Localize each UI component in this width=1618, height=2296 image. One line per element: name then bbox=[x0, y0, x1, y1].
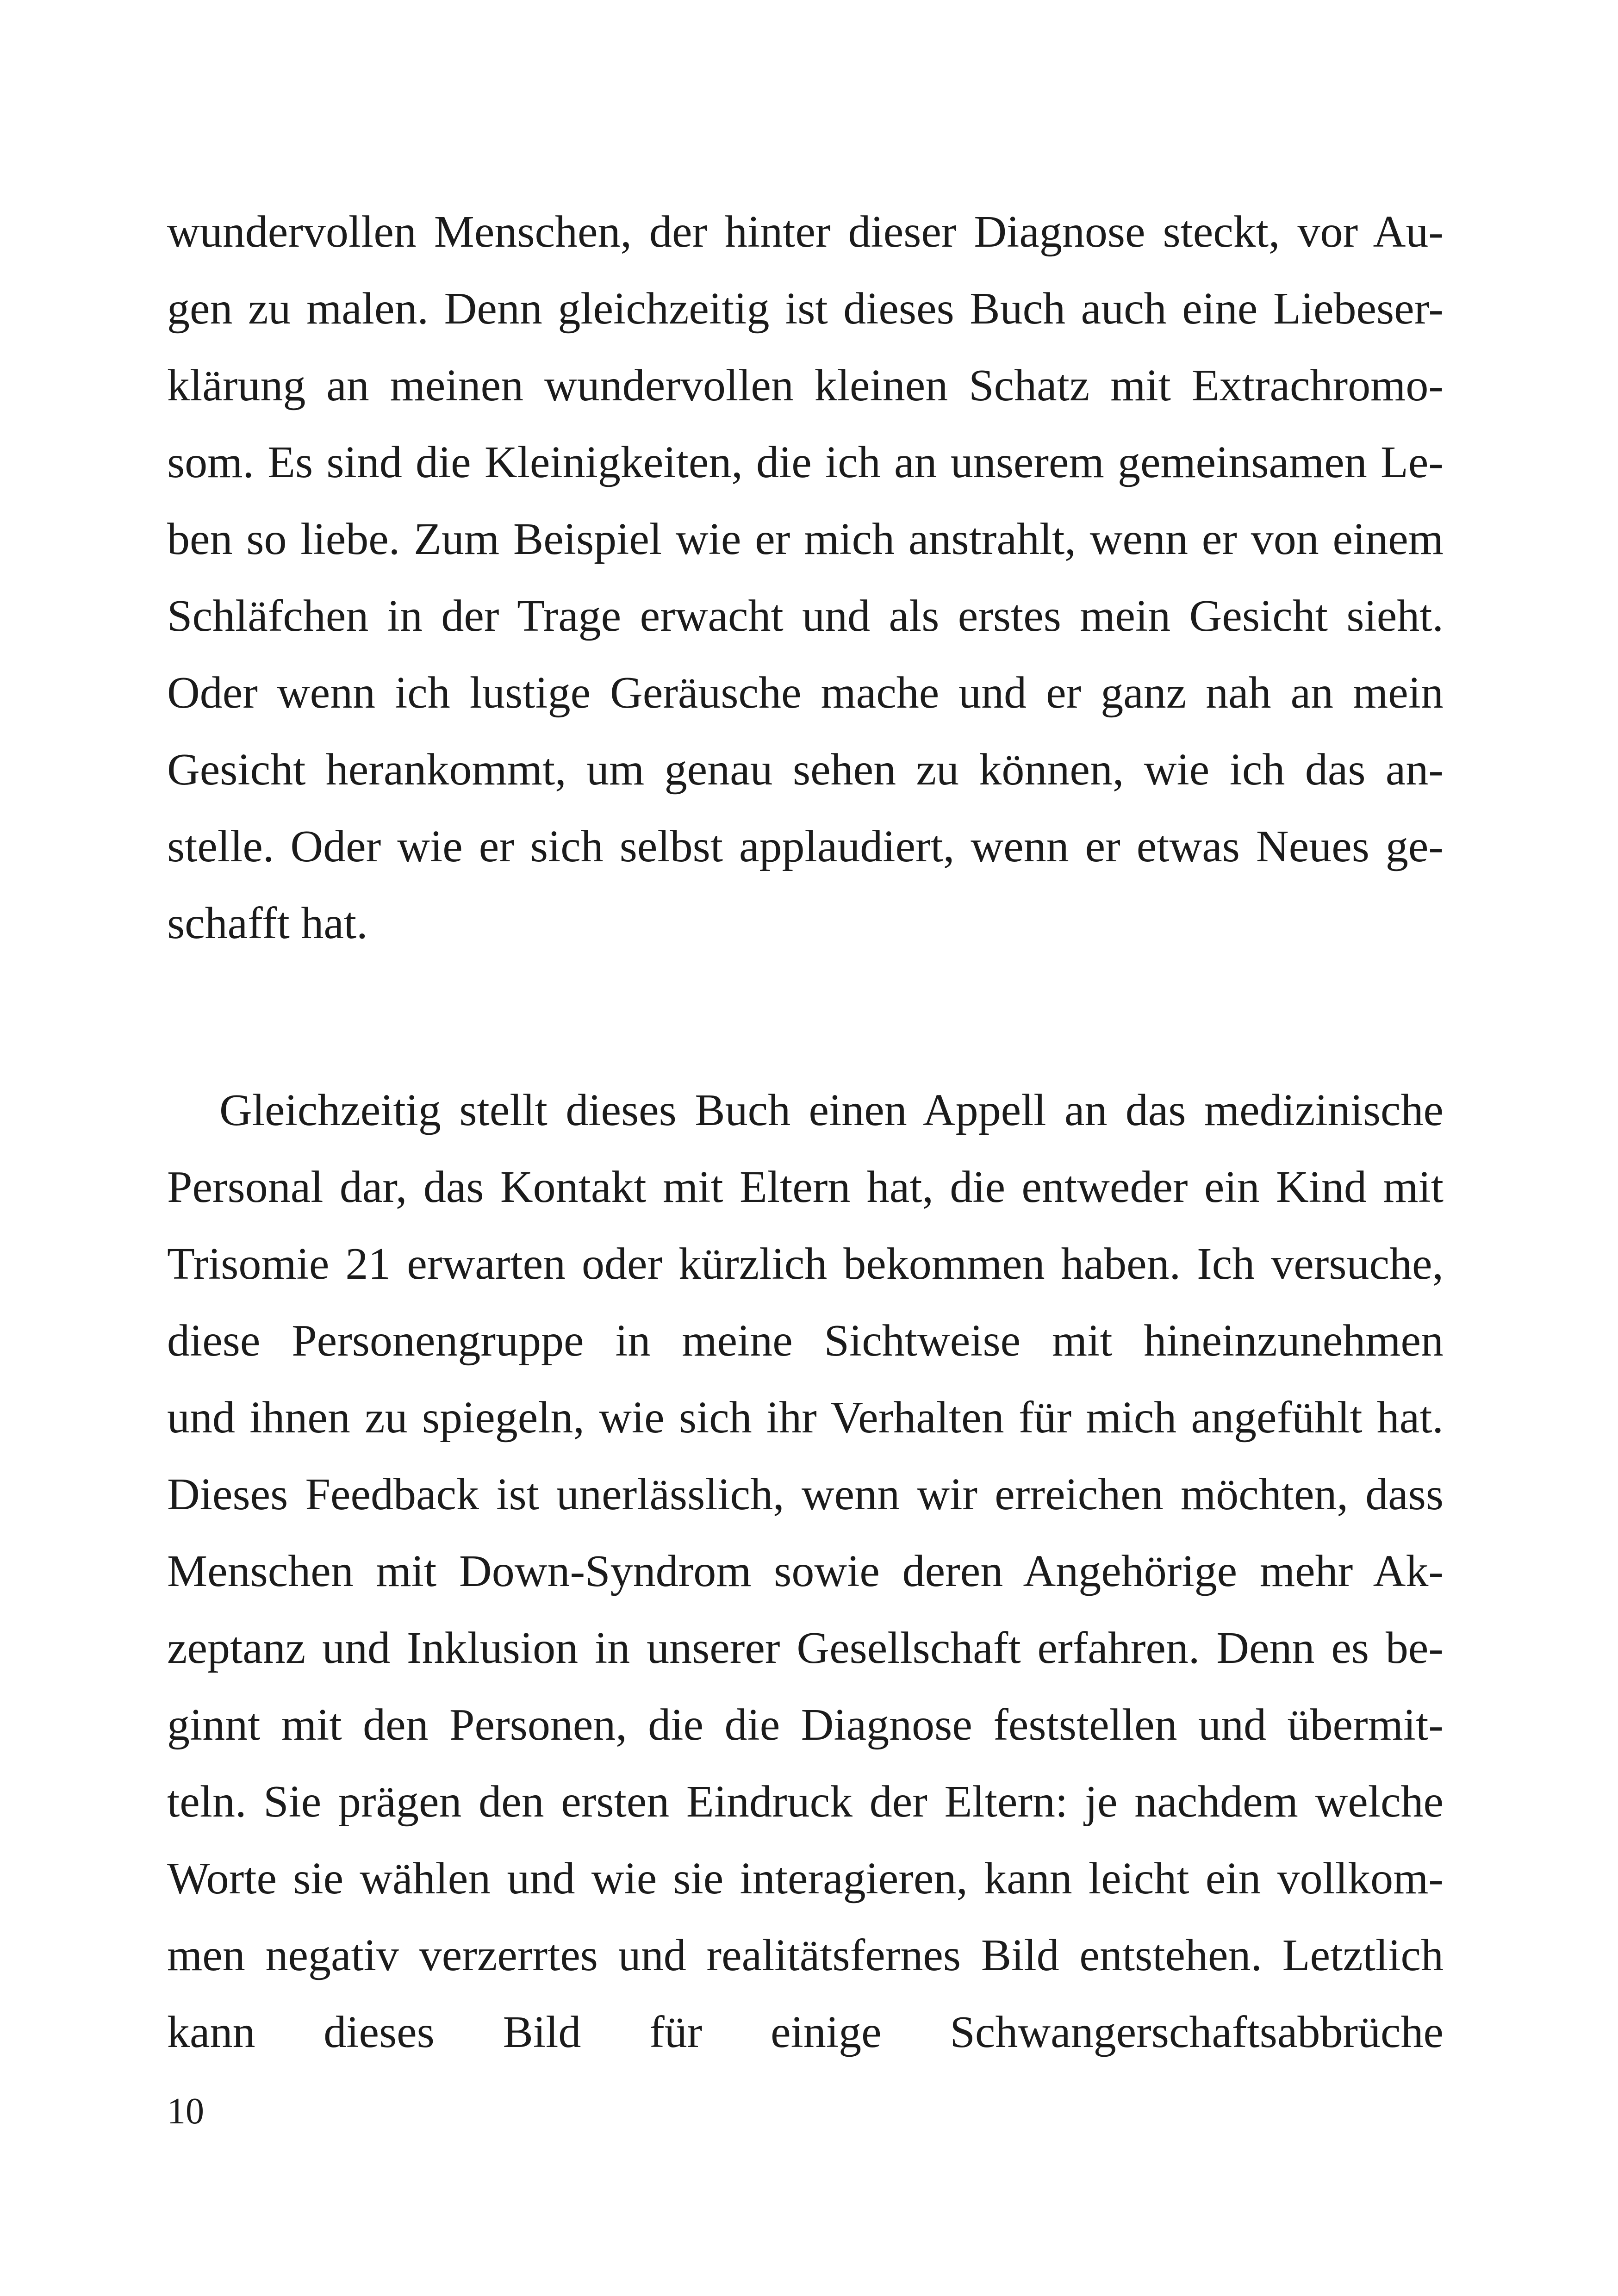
text-line: gen zu malen. Denn gleichzeitig ist dieses Buch auch eine Liebeser- bbox=[167, 284, 1444, 334]
paragraph-2 bbox=[167, 1072, 1444, 2071]
text-line: stelle. Oder wie er sich selbst applaudiert, wenn er etwas Neues ge- bbox=[167, 821, 1444, 871]
text-line: klärung an meinen wundervollen kleinen Schatz mit Extrachromo- bbox=[167, 361, 1444, 411]
text-line: Menschen mit Down-Syndrom sowie deren Angehörige mehr Ak- bbox=[167, 1546, 1444, 1596]
text-line: Gleichzeitig stellt dieses Buch einen Appell an das medizinische bbox=[219, 1085, 1444, 1135]
text-line: schafft hat. bbox=[167, 898, 368, 948]
text-line: zeptanz und Inklusion in unserer Gesellschaft erfahren. Denn es be- bbox=[167, 1623, 1444, 1673]
text-line: Dieses Feedback ist unerlässlich, wenn wir erreichen möchten, dass bbox=[167, 1469, 1444, 1519]
page-number: 10 bbox=[167, 2091, 204, 2132]
text-line: diese Personengruppe in meine Sichtweise mit hineinzunehmen bbox=[167, 1316, 1444, 1366]
text-line: Personal dar, das Kontakt mit Eltern hat, die entweder ein Kind mit bbox=[167, 1162, 1444, 1212]
text-line: Trisomie 21 erwarten oder kürzlich bekommen haben. Ich versuche, bbox=[167, 1239, 1444, 1289]
text-line: wundervollen Menschen, der hinter dieser Diagnose steckt, vor Au- bbox=[167, 207, 1444, 257]
text-line: Gesicht herankommt, um genau sehen zu können, wie ich das an- bbox=[167, 745, 1444, 795]
text-line: Schläfchen in der Trage erwacht und als erstes mein Gesicht sieht. bbox=[167, 591, 1444, 641]
text-line: Worte sie wählen und wie sie interagieren, kann leicht ein vollkom- bbox=[167, 1854, 1444, 1904]
text-line: men negativ verzerrtes und realitätsfernes Bild entstehen. Letztlich bbox=[167, 1930, 1444, 1980]
text-line: kann dieses Bild für einige Schwangerschaftsabbrüche bbox=[167, 2007, 1444, 2057]
text-line: ginnt mit den Personen, die die Diagnose feststellen und übermit- bbox=[167, 1700, 1444, 1750]
text-line: som. Es sind die Kleinigkeiten, die ich an unserem gemeinsamen Le- bbox=[167, 437, 1444, 487]
paragraph-1 bbox=[167, 193, 1444, 962]
text-line: Oder wenn ich lustige Geräusche mache und er ganz nah an mein bbox=[167, 668, 1444, 718]
text-line: und ihnen zu spiegeln, wie sich ihr Verhalten für mich angefühlt hat. bbox=[167, 1393, 1444, 1443]
text-line: ben so liebe. Zum Beispiel wie er mich anstrahlt, wenn er von einem bbox=[167, 514, 1444, 564]
text-line: teln. Sie prägen den ersten Eindruck der Eltern: je nachdem welche bbox=[167, 1777, 1444, 1827]
